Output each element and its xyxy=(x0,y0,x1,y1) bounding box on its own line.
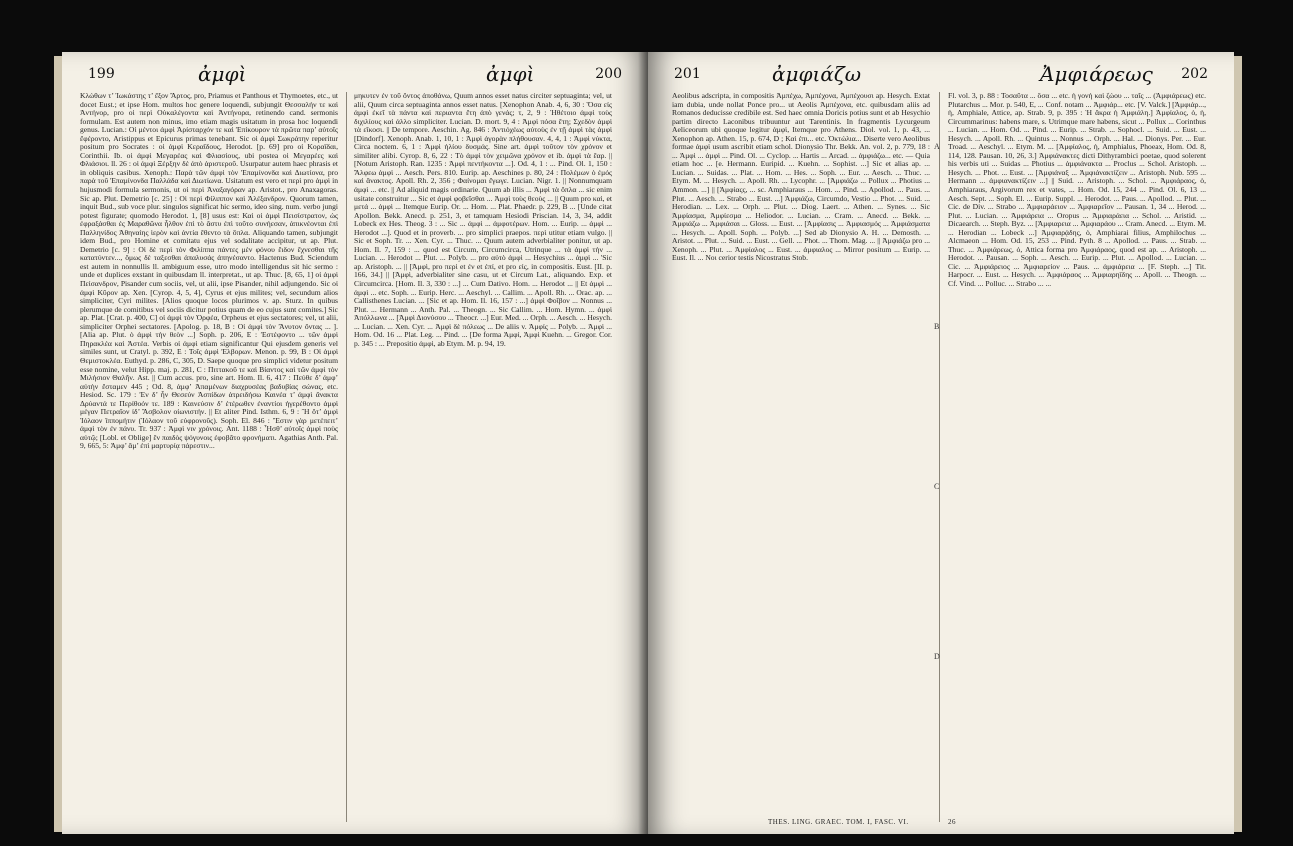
column-text: Aeolibus adscripta, in compositis Ἀμπέχω, Ἀμπέχονα, Ἀμπέχουσι ap. Hesych. Extat iam dubia, unde nollat Ponce pro... ut Aeolis Ἀμπέχονα, etc. quibusdam aliis ad Romanos deducisse credibile est. Sed haec omnia Doricis potius sunt et ab Hesychio partim directo Laconibus tribuuntur aut Tarentinis. In fragmentis Lycurgeum Aeliceorum ubi quoque legitur ἀμφὶ, Itemque pro Athens. Diol. vol. 1, p. 43, ... Xenophon ap. Athen. 15, p. 674, D ; Καὶ ἐπι... etc. Ὀκτώλια... Diserte vero Aeolibus formae ἀμφὶ usum ascribit etiam schol. Dionysio Thr. Bekk. An. vol. 2, p. 779, 18 : ... Ἀμφὶ ... ἀμφὶ ... Pind. Ol. ... Cyclop. ... Hartis ... Arcad. ... ἀμφιάζω... etc. — Quia etiam hoc ... [e. Hermann. Euripid. ... Kuehn. ... Sophist. ...] Sic et alias ap. ... Lucian. ... Suidas. ... Plat. ... Hom. ... Hes. ... Soph. ... Eur. ... Aesch. ... Thuc. ... Etym. M. ... Hesych. ... Apoll. Rh. ... Lycophr. ... [Ἀμφιάζω ... Pollux ... Photius ... Ammon. ...] || [Ἀμφίαςς, ... sc. Amphiaraus ... Hom. ... Pind. ... Apollod. ... Paus. ... Plut. ... Aesch. ... Strabo ... Eust. ...] Ἀμφιάζω, Circumdo, Vestio ... Phot. ... Suid. ... Herodian. ... Lex. ... Orph. ... Plut. ... Diog. Laert. ... Athen. ... Synes. ... Sic Ἀμφίασμα, Ἀμφίεσμα ... Heliodor. ... Lucian. ... Cram. ... Anecd. ... Bekk. ... Ἀμφιάζω ... Ἀμφιάσαι ... Gloss. ... Eust. ... [Ἀμφίασις ... Ἀμφιασμός ... Ἀμφιάσματα ... Hesych. ... Apoll. Soph. ... Polyb. ...] Sed ab Dionysio A. H. ... Demosth. ... Aristot. ... Plut. ... Suid. ... Eust. ... Gell. ... Phot. ... Thom. Mag. ... || Ἀμφιάζω pro ... Xenoph. ... Plut. ... Ἀμφίαλος ... Eust. ... ἀμφιαλος ... Mirror positum ... Eurip. ... Eust. Il. ... Νοι cerior testis Nicostratus Stob. xyxy=(672,92,930,263)
footer-signature-number: 26 xyxy=(948,818,956,826)
column-rule xyxy=(346,92,347,822)
margin-letter-d: D xyxy=(934,652,940,661)
column-text: Κλώθων τ’ Ἰωκάστης τ’ ἔξον Ἄρτος, pro, Priamus et Panthous et Thymoetes, etc., ut docet Eust.; et ipse Hom. multos hoc genere loquendi, subjungit Θεσσαλήν τε καὶ Ἀντήνορ, pro οἱ περὶ Οὐκαλέγοντα καὶ Ἀντήνορα, retinendo cand. sermonis formulam. Est autem non minus, imo etiam magis usitatum in prosa hoc loquendi genus. Lucian.: Οἱ μέντοι ἀμφὶ Ἀρίσταρχόν τε καὶ Ἐπίκουρον τὰ πρῶτα παρ’ αὐτοῖς ἔφέροντο, Aristippus et Epicurus primas tenebant. Sic οἱ ἀμφὶ Σωκράτην reperitur positum pro Socrates : οἱ ἀμφὶ Κεραΐδους, Herodot. [p. 69] pro οἱ Κοραΐδαι, Corinthii. Ib. οἱ ἀμφὶ Μεγαρέας καὶ Φλιασίους, ubi posteа οἱ Μεγαρέες καὶ Φλιάσιοι. ll. 26 : οἱ ἀμφὶ Ξέρξην δὲ ἀπὸ ἀριστεροῦ. Usurpatur autem haec phrasis et in obliquis casibus. Xenoph.: Παρὰ τῶν ἀμφὶ τὸν Ἐπαμίνονδα καὶ Διωτίονα, pro παρὰ τοῦ Ἐπαμίνονδα Παλλάδα καὶ Διωτίωνα. Usitatum est vero et περὶ pro ἀμφὶ in hujusmodi formula sermonis, ut οἱ περὶ Ἀναξαγόραν ap. Aristot., pro Anaxagoras. Sic ap. Plut. Demetrio [c. 25] : Οἱ περὶ Φίλιππον καὶ Ἀλέξανδρον. Quorum tamen, inquit Bud., sub voce plur. singulos significat hic sermo, ideo sing. num. verbo jungi potest figurate; quomodo Herodot. 1, [8] usus est: Καὶ οἱ ἀμφὶ Πεισίστρατον, ὡς ἐφραξάσθαι ἐς Μαραθῶνα ἦλθον ἐπὶ τὸ ἄστυ ἐπὶ τοῦτο συνήεσαν, ἀπικνέονται ἐπὶ Παλληνίδος Ἀθηναίης ἱερὸν καὶ ἀντία ἔθεντο τὰ ὅπλα. Aliquando tamen, subjungit idem Bud., pro Homine et comitatu ejus vel sodalitate accipitur, ut ap. Plut. Demetrio [c. 9] : Οἱ δὲ περὶ τὸν Φιλίππα πάντες μὲν φόνου ἔιδον ἔχνεσθαι τῆς κατατύντεν..., ὅμως δὲ ταξεσθαι ἀπαλυσάς ἀπηνέσαντο. Hactenus Bud. Sciendum est autem in nonnullis ll. ambiguum esse, utro modo intelligendus sit hic sermo : unde et duplices exstant in quibusdam ll. interpretat., ut ap. Thuc. [8, 65, 1] οἱ ἀμφὶ Πείσανδρον, Pisander cum sociis, vel, ut alii, ipse Pisander, nihil adjungendo. Sic οἱ ἀμφὶ Κῦρον ap. Xen. [Cyrop. 4, 5, 4], Cyrus et ejus milites; vel, secundum alios simpliciter, Cyri milites. [Alios quoque locos plurimos v. ap. Sturz. In quibus plerumque de comitibus vel sociis dicitur potius quam de eo cujus sunt comites.] Sic ap. Plat. [Crat. p. 400, C] οἱ ἀμφὶ τὸν Ὀρφέα, Orpheus et ejus sectatores; vel, ut alii, simpliciter Orphei sectatores. [Apolog. p. 18, B : Οἱ ἀμφὶ τὸν Ἄνυτον ὄντας ... ]. [Alia ap. Plut. ὁ ἀμφὶ τὴν θεὸν ...] Soph. p. 206, E : Ἐστέφοντο ... τῶν ἀμφὶ Πηρακλέα καὶ Ἀστέα. Verbis οἱ ἀμφὶ etiam significantur Qui ejusdem generis vel similes sunt, ut Cratyl. p. 392, E : Τοῖς ἀμφὶ Ἐλβορων. Menon. p. 99, B : Οἱ ἀμφὶ Θεμιστοκλέα. Euthyd. p. 286, C, 305, D. Saepe quoque pro simplici videtur positum esse nomine, velut Hipp. maj. p. 281, C : Πιττακοῦ τε καὶ Βίαντος καὶ τῶν ἀμφὶ τὸν Μιλήσιον Θαλῆν. Ast. || Cum accus. pro, sine art. Hom. Il. 6, 417 : Πεύθε δ’ ἀμφ’ αὐτὴν ἔσταμεν 445 ; Od. 8, ἀμφ’ Ἀπαμένων διαχρυσέας βαδυβίας σώνας, etc. Hesiod. Sc. 179 : Ἐν δ’ ἦν Θεσεύν Ἀσπίδων ἀτρειδήσω Καινέα τ’ ἀμφὶ ἄνακτα Δρύαντά τε Περίθοόν τε. 189 : Καινεύσιν δ’ ἑτέρωθεν ἐναντίοι ἠγερέθοντο ἀμφὶ μέγαν Πετραῖον ἰδ’ Ἄσβολον οἰωνιστήν. || Et aliter Pind. Isthm. 6, 9 : Ἢ ὅτ’ ἀμφὶ Ἰόλαον ἵππομήτιν (Ἰόλαον τοῦ εὐφρονοῦς). Soph. El. 846 : Ἔστιν γὰρ μετέπειτ’ ἀμφὶ τὸν ἐν πάνυ. Tr. 937 : Ἀμφὶ νιν χρόνοις. Ant. 1188 : Ἦσθ’ αὐτοῖς ἀμφὶ ποὺς αὐτῷ; [Lobl. et Oblige] ἔν παιδὸς ψόγυνοις ἐφοβᾶτο φρονήματι. Agathias Anth. Pal. 9, 665, 5: Ἀμφ’ ἄμ’ ἐπὶ μαρτυρίᾳ πάρεστιν... xyxy=(80,92,338,451)
text-column-2 xyxy=(948,92,1206,822)
running-head-right: Ἀμφιάρεως xyxy=(1040,62,1153,86)
margin-letter-c: C xyxy=(934,482,940,491)
margin-letter-b: B xyxy=(934,322,940,331)
column-text: Fl. vol. 3, p. 88 : Τοσαῦτα ... ὅσα ... etc. ἡ γονή καὶ ζώου ... ταῖς ... (Ἀμφιάρεως) etc. Plutarchus ... Mor. p. 540, E, ... Conf. notam ... Ἀμφιάρ... etc. [V. Valck.] [Ἀμφιάρ..., ἡ, Amphiale, Attice, ap. Strab. 9, p. 395 : Ἡ ἄκρα ἡ Ἀμφιάλη.] Ἀμφίαλος, ὁ, ἡ, Circummarinus: habens mare, s. Utrimque mare habens, sicut ... Pollux ... Corinthus ... Lucian. ... Hom. Od. ... Pind. ... Eurip. ... Strab. ... Sophocl. ... Suid. ... Eust. ... Hesych. ... Apoll. Rh. ... Quintus ... Nonnus ... Orph. ... Hal. ... Dionys. Per. ... Eur. Troad. ... Aeschyl. ... Etym. M. ... [Ἀμφίαλος, ἡ, Amphialus, Phoeax, Hom. Od. 8, 114, 128. Pausan. 10, 26, 3.] Ἀμφιάνακτες dicti Dithyrambici poetae, quod solerent his verbis uti ... Suidas ... Photius ... ἀμφιάνακτα ... Proclus ... Schol. Aristoph. ... Hesych. ... Phot. ... Eust. ... [Ἀμφιάναξ ... Ἀμφιάνακτίζειν ... Aristoph. Nub. 595 ... Hermann ... ἀμφιανακτίζειν ...] || Suid. ... Aristoph. ... Schol. ... Ἀμφιάραος, ὁ, Amphiaraus, Argivorum rex et vates, ... Hom. Od. 15, 244 ... Pind. Ol. 6, 13 ... Aesch. Sept. ... Soph. El. ... Eurip. Suppl. ... Herodot. ... Paus. ... Apollod. ... Plut. ... Cic. de Div. ... Strabo ... Ἀμφιαράειον ... Ἀμφιαρεῖον ... Pausan. 1, 34 ... Herod. ... Plut. ... Lucian. ... Ἀμφιάρεια ... Oropus ... Ἀμφιαράεια ... Schol. ... Aristid. ... Dicaearch. ... Steph. Byz. ... [Ἀμφιαρεια ... Ἀμφιαράου ... Cram. Anecd. ... Etym. M. ... Herodian ... Lobeck ...] Ἀμφιαρᾴδης, ὁ, Amphiarai filius, Amphilochus ... Alcmaeon ... Hom. Od. 15, 253 ... Pind. Pyth. 8 ... Apollod. ... Paus. ... Strab. ... Thuc. ... Ἀμφιάρεως, ὁ, Attica forma pro Ἀμφιάραος, quod est ap. ... Aristoph. ... Herodot. ... Pausan. ... Soph. ... Aesch. ... Eurip. ... Plut. ... Apollod. ... Lucian. ... Cic. ... Ἀμφιάρειος ... Ἀμφιαρείον ... Paus. ... ἀμφιάρεια ... [F. Steph. ...] Tit. Harpocr. ... Eust. ... Hesych. ... Ἀμφιάραος ... Ἀμφιαρηΐδης ... Apoll. ... Theogn. ... Cf. Vind. ... Polluc. ... Strabo ... ... xyxy=(948,92,1206,289)
left-page xyxy=(62,52,648,834)
margin-letter-a: A xyxy=(934,142,940,151)
column-text: μηκυτεν ἐν τοῦ ὄντος ἀποθάνω, Quum annos esset natus circiter septuaginta; vel, ut alii, Quum circa septuaginta annos esset natus. [Xenophon Anab. 4, 6, 30 : Ὅσα εἰς ἀμφὶ ἐκεῖ τὰ πάντα καὶ περιαντα ἔτη ἀπὸ γενάς; τ, 2, 9 : Ἠθέτοιο ἀμφὶ τοὺς διχιλίους καὶ ἀλλο simpliciter. Lucian. D. mort. 9, 4 : Ἀμφὶ πόσα ἔτη; Σχεδὸν ἀμφὶ τὰ εἴκοσι. || De tempore. Aeschin. Ag. 846 : Ἀντιόχέως αὐτοὺς ἐν τῇ ἀμφὶ τὰς ἀμφὶ [Dindorf]. Xenoph. Anab. 1, 10, 1 : Ἀμφὶ ἀγορὰν πλήθουσαν. 4, 4, 1 : Ἀμφὶ νύκτα, Circa noctem. 6, 1 : Ἀμφὶ ἡλίου δυσμάς. Sine art. ἀμφὶ τοῦτον τὸν χρόνον et similiter alibi. Cyrop. 8, 6, 22 : Τὸ ἀμφὶ τὸν χειμῶνα χρόνον et ib. ἀμφὶ τὰ ἔαρ. || [Notum Aristoph. Ran. 1235 : Ἀμφὶ πεντήκοντα ...]. Od. 4, 1 : ... Pind. Ol. 1, 150 : Ἄλφεω ἀμφὶ ... Aesch. Pers. 810. Eurip. ap. Aeschines p. 80, 24 : Πολέμων ὁ ἐμός καὶ ἄνακτος. Apoll. Rh. 2, 356 ; Φαίνομαι ἔγωγε. Lucian. Nigr. 1. || Nonnumquam ἀμφὶ ... etc. || Ad aliquid magis ordinarie. Quum ab illis ... Ἀμφὶ τὰ ὅπλα ... sic enim usitate construitur ... Sic et ἀμφὶ φοβεῖσθαι ... Ἀμφὶ τοὺς θεοὺς ... || Quum pro καὶ, et μετά ... ἀμφὶ ... Itemque Eurip. Or. ... Hom. ... Plat. Phaedr. p. 229, B ... [Unde citat Apollon. Bekk. Anecd. p. 251, 3, et tamquam Hesiodi Priscian. 14, 3, 34, addit Lobeck ex Hes. Theog. 3 : ... Sic ... ἀμφὶ ... ἀμφοτέρων. Hom. ... Eurip. ... ἀμφὶ ... Herodot ...]. Quod et in proverb. ... pro simplici praepos. περὶ utitur etiam vulgo. || Sic et Soph. Tr. ... Xen. Cyr. ... Thuc. ... Quum autem adverbialiter ponitur, ut ap. Hom. Il. 7, 159 : ... quod est Circum, Circumcirca, Utrinque ... τὰ ἀμφὶ τὴν ... Lucian. ... Herodot ... Plut. ... Polyb. ... pro αὐτὸ ἀμφὶ ... Hesychius ... ἀμφὶ ... 'Sic ap. Aristoph. ... || [Ἀμφὶ, pro περὶ et ἐν et ἐπί, et pro εἰς, in compositis. Eust. [II. p. 166, 34.] || [Ἀμφὶ, adverbialiter sine casu, ut et Circum Lat., aliquando. Exp. et Circumcirca. [Hom. Il. 3, 330 : ...] ... Cum Dativo. Hom. ... Herodot ... || Et ἀμφὶ ... ἀμφὶ ... etc. Soph. ... Eurip. Herc. ... Aeschyl. ... Callim. ... Apoll. Rh. ... Orac. ap. ... Callisthenes Lucian. ... [Sic et ap. Hom. Il. 16, 157 : ...] ἀμφὶ Φοῖβον ... Nonnus ... Plut. ... Hermann ... Anth. Pal. ... Theogn. ... Sic Callim. ... Hom. Hymn. ... ἀμφὶ Ἀπόλλωνα ... [Ἀμφὶ Διονύσου ... Theocr. ...] Eur. Med. ... Orph. ... Aesch. ... Hesych. ... Lucian. ... Xen. Cyr. ... Ἀμφὶ δὲ πόλεως ... De aliis v. Ἀμφίς ... Polyb. ... Ἀμφὶ ... Hom. Od. 16 ... Plat. Leg. ... Pind. ... [De forma Ἀμφί, Ἀμφὶ Kuehn. ... Gregor. Cor. p. 345 : ... Prepositio ἀμφὶ, ab Etym. M. p. 94, 19. xyxy=(354,92,612,348)
page-number-201: 201 xyxy=(674,66,701,82)
left-page-header xyxy=(88,62,622,88)
page-edges-left xyxy=(54,56,62,832)
running-head-right: ἀμφὶ xyxy=(486,62,535,86)
right-page-header xyxy=(674,62,1208,88)
page-edges-right xyxy=(1234,56,1242,832)
text-column-1 xyxy=(672,92,930,822)
column-rule xyxy=(939,92,940,822)
footer-signature-line: THES. LING. GRAEC. TOM. I, FASC. VI. xyxy=(768,818,909,826)
running-head-left: ἀμφὶ xyxy=(198,62,247,86)
book-spread xyxy=(62,52,1234,834)
page-number-199: 199 xyxy=(88,66,115,82)
right-page xyxy=(648,52,1234,834)
page-number-202: 202 xyxy=(1181,66,1208,82)
text-column-1 xyxy=(80,92,338,822)
text-column-2 xyxy=(354,92,612,822)
page-number-200: 200 xyxy=(595,66,622,82)
running-head-left: ἀμφιάζω xyxy=(772,62,862,86)
